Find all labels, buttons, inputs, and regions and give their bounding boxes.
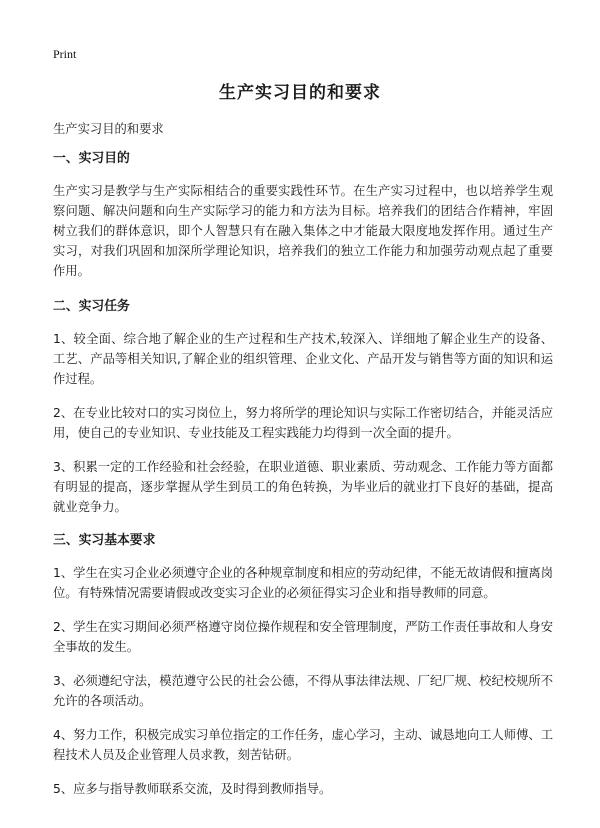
paragraph: 2、学生在实习期间必须严格遵守岗位操作规程和安全管理制度，严防工作责任事故和人身安全事故的发生。 <box>53 620 553 654</box>
paragraph: 2、在专业比较对口的实习岗位上，努力将所学的理论知识与实际工作密切结合，并能灵活应用，使自己的专业知识、专业技能及工程实践能力均得到一次全面的提升。 <box>53 406 553 440</box>
section-heading-purpose: 一、实习目的 <box>53 151 130 166</box>
print-link[interactable]: Print <box>53 47 77 61</box>
paragraph: 4、努力工作，积极完成实习单位指定的工作任务，虚心学习，主动、诚恳地向工人师傅、工程技术人员及企业管理人员求教，刻苦钻研。 <box>53 728 553 762</box>
paragraph: 生产实习是教学与生产实际相结合的重要实践性环节。在生产实习过程中，也以培养学生观察问题、解决问题和向生产实际学习的能力和方法为目标。培养我们的团结合作精神，牢固树立我们的群体意识，即个人智慧只有在融入集体之中才能最大限度地发挥作用。通过生产实习，对我们巩固和加深所学理论知识，培养我们的独立工作能力和加强劳动观点起了重要作用。 <box>53 184 553 278</box>
paragraph: 1、较全面、综合地了解企业的生产过程和生产技术,较深入、详细地了解企业生产的设备、工艺、产品等相关知识,了解企业的组织管理、企业文化、产品开发与销售等方面的知识和运作过程。 <box>53 332 553 386</box>
section-heading-requirements: 三、实习基本要求 <box>53 533 156 548</box>
paragraph: 5、应多与指导教师联系交流，及时得到教师指导。 <box>53 782 332 796</box>
paragraph: 3、积累一定的工作经验和社会经验，在职业道德、职业素质、劳动观念、工作能力等方面都有明显的提高，逐步掌握从学生到员工的角色转换，为毕业后的就业打下良好的基础，提高就业竞争力。 <box>53 460 553 514</box>
document-body <box>53 119 553 813</box>
section-heading-tasks: 二、实习任务 <box>53 299 130 314</box>
document-subtitle: 生产实习目的和要求 <box>53 122 164 136</box>
paragraph: 1、学生在实习企业必须遵守企业的各种规章制度和相应的劳动纪律，不能无故请假和擅离岗位。有特殊情况需要请假或改变实习企业的必须征得实习企业和指导教师的同意。 <box>53 566 553 600</box>
paragraph: 3、必须遵纪守法，模范遵守公民的社会公德，不得从事法律法规、厂纪厂规、校纪校规所不允许的各项活动。 <box>53 674 553 708</box>
page-title: 生产实习目的和要求 <box>219 83 381 103</box>
